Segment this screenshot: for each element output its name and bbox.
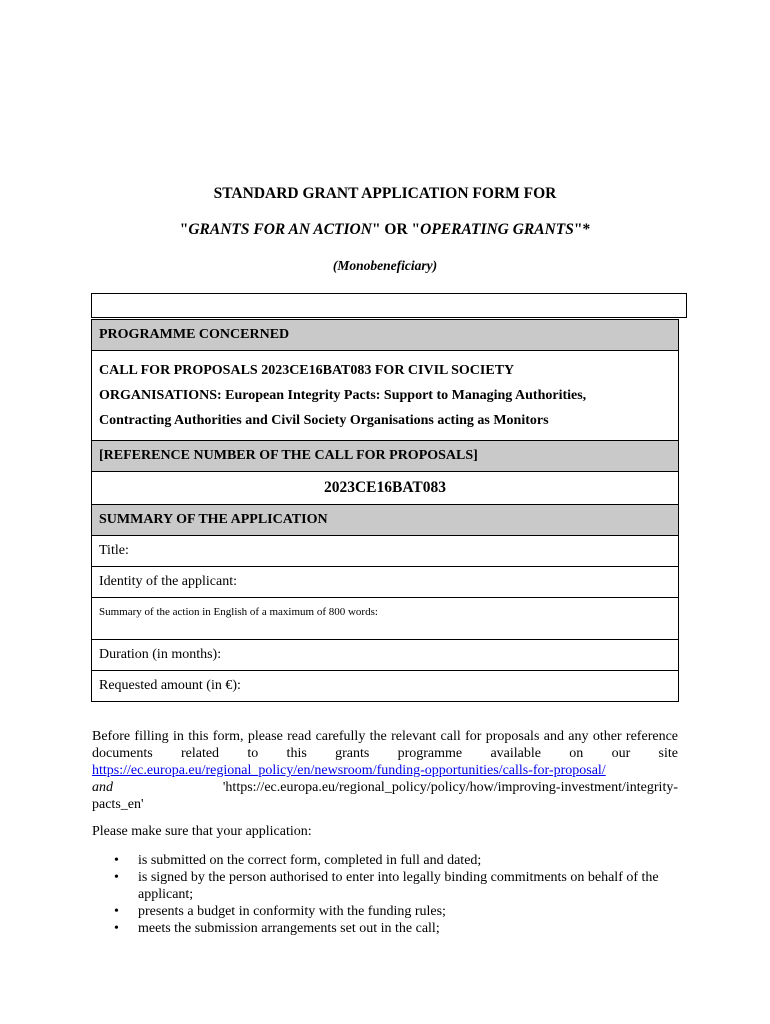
intro-text: Before filling in this form, please read carefully the relevant call for proposals and any other reference documents related to this grants programme available on our site bbox=[92, 729, 678, 761]
bullet-icon: • bbox=[114, 870, 119, 885]
action-summary-field[interactable]: Summary of the action in English of a maximum of 800 words: bbox=[92, 598, 679, 640]
title-or: " OR " bbox=[371, 221, 421, 238]
quote-close: "* bbox=[573, 221, 591, 238]
list-item bbox=[92, 920, 678, 937]
intro-paragraph bbox=[92, 728, 678, 813]
grant-type-operating: OPERATING GRANTS bbox=[420, 221, 574, 238]
checklist-intro: Please make sure that your application: bbox=[92, 824, 312, 839]
list-item-text: is signed by the person authorised to enter into legally binding commitments on behalf of the applicant; bbox=[138, 870, 659, 902]
list-item bbox=[92, 852, 678, 869]
summary-header: SUMMARY OF THE APPLICATION bbox=[92, 505, 679, 536]
form-title-grant-types bbox=[0, 221, 770, 239]
programme-header: PROGRAMME CONCERNED bbox=[92, 320, 679, 351]
and-line bbox=[92, 779, 678, 796]
calls-for-proposal-link[interactable]: https://ec.europa.eu/regional_policy/en/newsroom/funding-opportunities/calls-for-proposal/ bbox=[92, 763, 606, 778]
applicant-identity-field[interactable]: Identity of the applicant: bbox=[92, 567, 679, 598]
call-line-1: CALL FOR PROPOSALS 2023CE16BAT083 FOR CIVIL SOCIETY bbox=[99, 363, 515, 378]
list-item bbox=[92, 903, 678, 920]
list-item-text: meets the submission arrangements set out in the call; bbox=[138, 921, 440, 936]
checklist bbox=[92, 852, 678, 937]
call-description bbox=[92, 351, 679, 441]
list-item bbox=[92, 869, 678, 903]
quote-open: " bbox=[179, 221, 189, 238]
list-item-text: presents a budget in conformity with the funding rules; bbox=[138, 904, 446, 919]
call-line-3: Contracting Authorities and Civil Society Organisations acting as Monitors bbox=[99, 413, 549, 428]
list-item-text: is submitted on the correct form, completed in full and dated; bbox=[138, 853, 482, 868]
bullet-icon: • bbox=[114, 853, 119, 868]
form-subtitle: (Monobeneficiary) bbox=[332, 258, 438, 273]
integrity-pacts-url-end: pacts_en' bbox=[92, 797, 144, 812]
duration-field[interactable]: Duration (in months): bbox=[92, 640, 679, 671]
requested-amount-field[interactable]: Requested amount (in €): bbox=[92, 671, 679, 702]
integrity-pacts-url: 'https://ec.europa.eu/regional_policy/policy/how/improving-investment/integrity- bbox=[222, 780, 678, 795]
blank-input-box[interactable] bbox=[91, 293, 687, 318]
bullet-icon: • bbox=[114, 921, 119, 936]
title-field[interactable]: Title: bbox=[92, 536, 679, 567]
and-word: and bbox=[92, 780, 113, 795]
bullet-icon: • bbox=[114, 904, 119, 919]
application-summary-table bbox=[91, 319, 679, 702]
reference-header: [REFERENCE NUMBER OF THE CALL FOR PROPOSALS] bbox=[92, 441, 679, 472]
grant-type-action: GRANTS FOR AN ACTION bbox=[188, 221, 372, 238]
call-line-2: ORGANISATIONS: European Integrity Pacts: Support to Managing Authorities, bbox=[99, 388, 587, 403]
form-title: STANDARD GRANT APPLICATION FORM FOR bbox=[213, 185, 557, 202]
reference-number: 2023CE16BAT083 bbox=[92, 472, 679, 505]
